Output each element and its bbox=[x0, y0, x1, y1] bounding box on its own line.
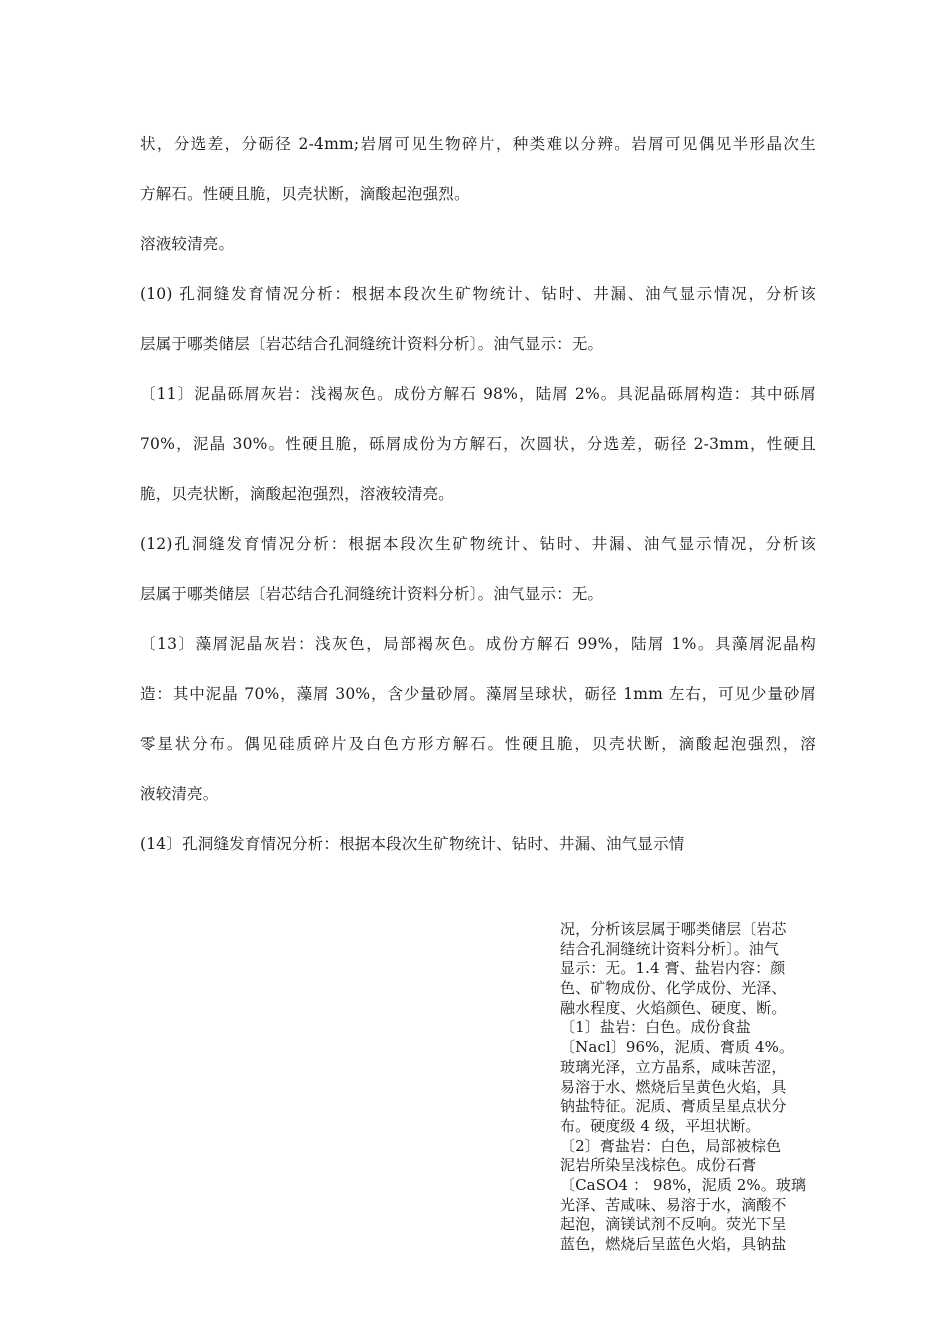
main-text-block bbox=[140, 126, 816, 876]
side-text-line: 泥岩所染呈浅棕色。成份石膏 bbox=[560, 1156, 757, 1175]
text-line: 状，分选差，分砺径 2-4mm;岩屑可见生物碎片，种类难以分辨。岩屑可见偶见半形晶次生 bbox=[140, 135, 816, 153]
side-text-line: 玻璃光泽，立方晶系，咸味苦涩， bbox=[560, 1057, 787, 1076]
side-text-line: 色、矿物成份、化学成份、光泽、 bbox=[560, 979, 787, 998]
side-text-line: 蓝色，燃烧后呈蓝色火焰，具钠盐 bbox=[560, 1235, 787, 1253]
text-line: 〔11〕泥晶砾屑灰岩：浅褐灰色。成份方解石 98%，陆屑 2%。具泥晶砾屑构造：其中砾屑 bbox=[140, 385, 816, 403]
side-text-line: 起泡，滴镁试剂不反响。荧光下呈 bbox=[560, 1215, 787, 1234]
side-text-line: 〔CaSO4 ： 98%，泥质 2%。玻璃 bbox=[560, 1175, 807, 1194]
side-text-line: 结合孔洞缝统计资料分析〕。油气 bbox=[560, 939, 780, 958]
text-line: 造：其中泥晶 70%，藻屑 30%，含少量砂屑。藻屑呈球状，砺径 1mm 左右，可见少量砂屑 bbox=[140, 685, 816, 703]
side-text-line: 〔2〕膏盐岩：白色，局部被棕色 bbox=[560, 1136, 782, 1155]
text-line: 层属于哪类储层〔岩芯结合孔洞缝统计资料分析〕。油气显示：无。 bbox=[140, 335, 604, 353]
side-text-line: 况，分析该层属于哪类储层〔岩芯 bbox=[560, 920, 787, 938]
side-text-line: 融水程度、火焰颜色、硬度、断。 bbox=[560, 998, 787, 1017]
text-line: 方解石。性硬且脆，贝壳状断，滴酸起泡强烈。 bbox=[140, 185, 470, 203]
side-text-line: 布。硬度级 4 级，平坦状断。 bbox=[560, 1116, 761, 1135]
text-line: 液较清亮。 bbox=[140, 785, 219, 803]
text-line: 脆，贝壳状断，滴酸起泡强烈，溶液较清亮。 bbox=[140, 485, 455, 503]
text-line: 溶液较清亮。 bbox=[140, 235, 235, 253]
side-text-line: 易溶于水、燃烧后呈黄色火焰，具 bbox=[560, 1077, 787, 1096]
side-text-line: 光泽、苦咸味、易溶于水，滴酸不 bbox=[560, 1195, 787, 1214]
side-text-line: 钠盐特征。泥质、膏质呈星点状分 bbox=[560, 1097, 787, 1116]
side-text-line: 〔1〕盐岩：白色。成份食盐 bbox=[560, 1018, 751, 1037]
text-line: (10) 孔洞缝发育情况分析：根据本段次生矿物统计、钻时、井漏、油气显示情况，分析该 bbox=[140, 285, 816, 303]
text-line: 70%，泥晶 30%。性硬且脆，砾屑成份为方解石，次圆状，分选差，砺径 2-3mm，性硬且 bbox=[140, 435, 816, 453]
text-line: (14〕孔洞缝发育情况分析：根据本段次生矿物统计、钻时、井漏、油气显示情 bbox=[140, 835, 685, 853]
text-line: (12)孔洞缝发育情况分析：根据本段次生矿物统计、钻时、井漏、油气显示情况，分析该 bbox=[140, 535, 816, 553]
side-text-line: 显示：无。1.4 膏、盐岩内容：颜 bbox=[560, 959, 786, 978]
text-line: 零星状分布。偶见硅质碎片及白色方形方解石。性硬且脆，贝壳状断，滴酸起泡强烈，溶 bbox=[140, 735, 816, 753]
side-text-line: 〔Nacl〕96%，泥质、膏质 4%。 bbox=[560, 1038, 795, 1057]
text-line: 〔13〕藻屑泥晶灰岩：浅灰色，局部褐灰色。成份方解石 99%，陆屑 1%。具藻屑泥晶构 bbox=[140, 635, 816, 653]
text-line: 层属于哪类储层〔岩芯结合孔洞缝统计资料分析〕。油气显示：无。 bbox=[140, 585, 604, 603]
side-text-column bbox=[560, 920, 816, 1255]
